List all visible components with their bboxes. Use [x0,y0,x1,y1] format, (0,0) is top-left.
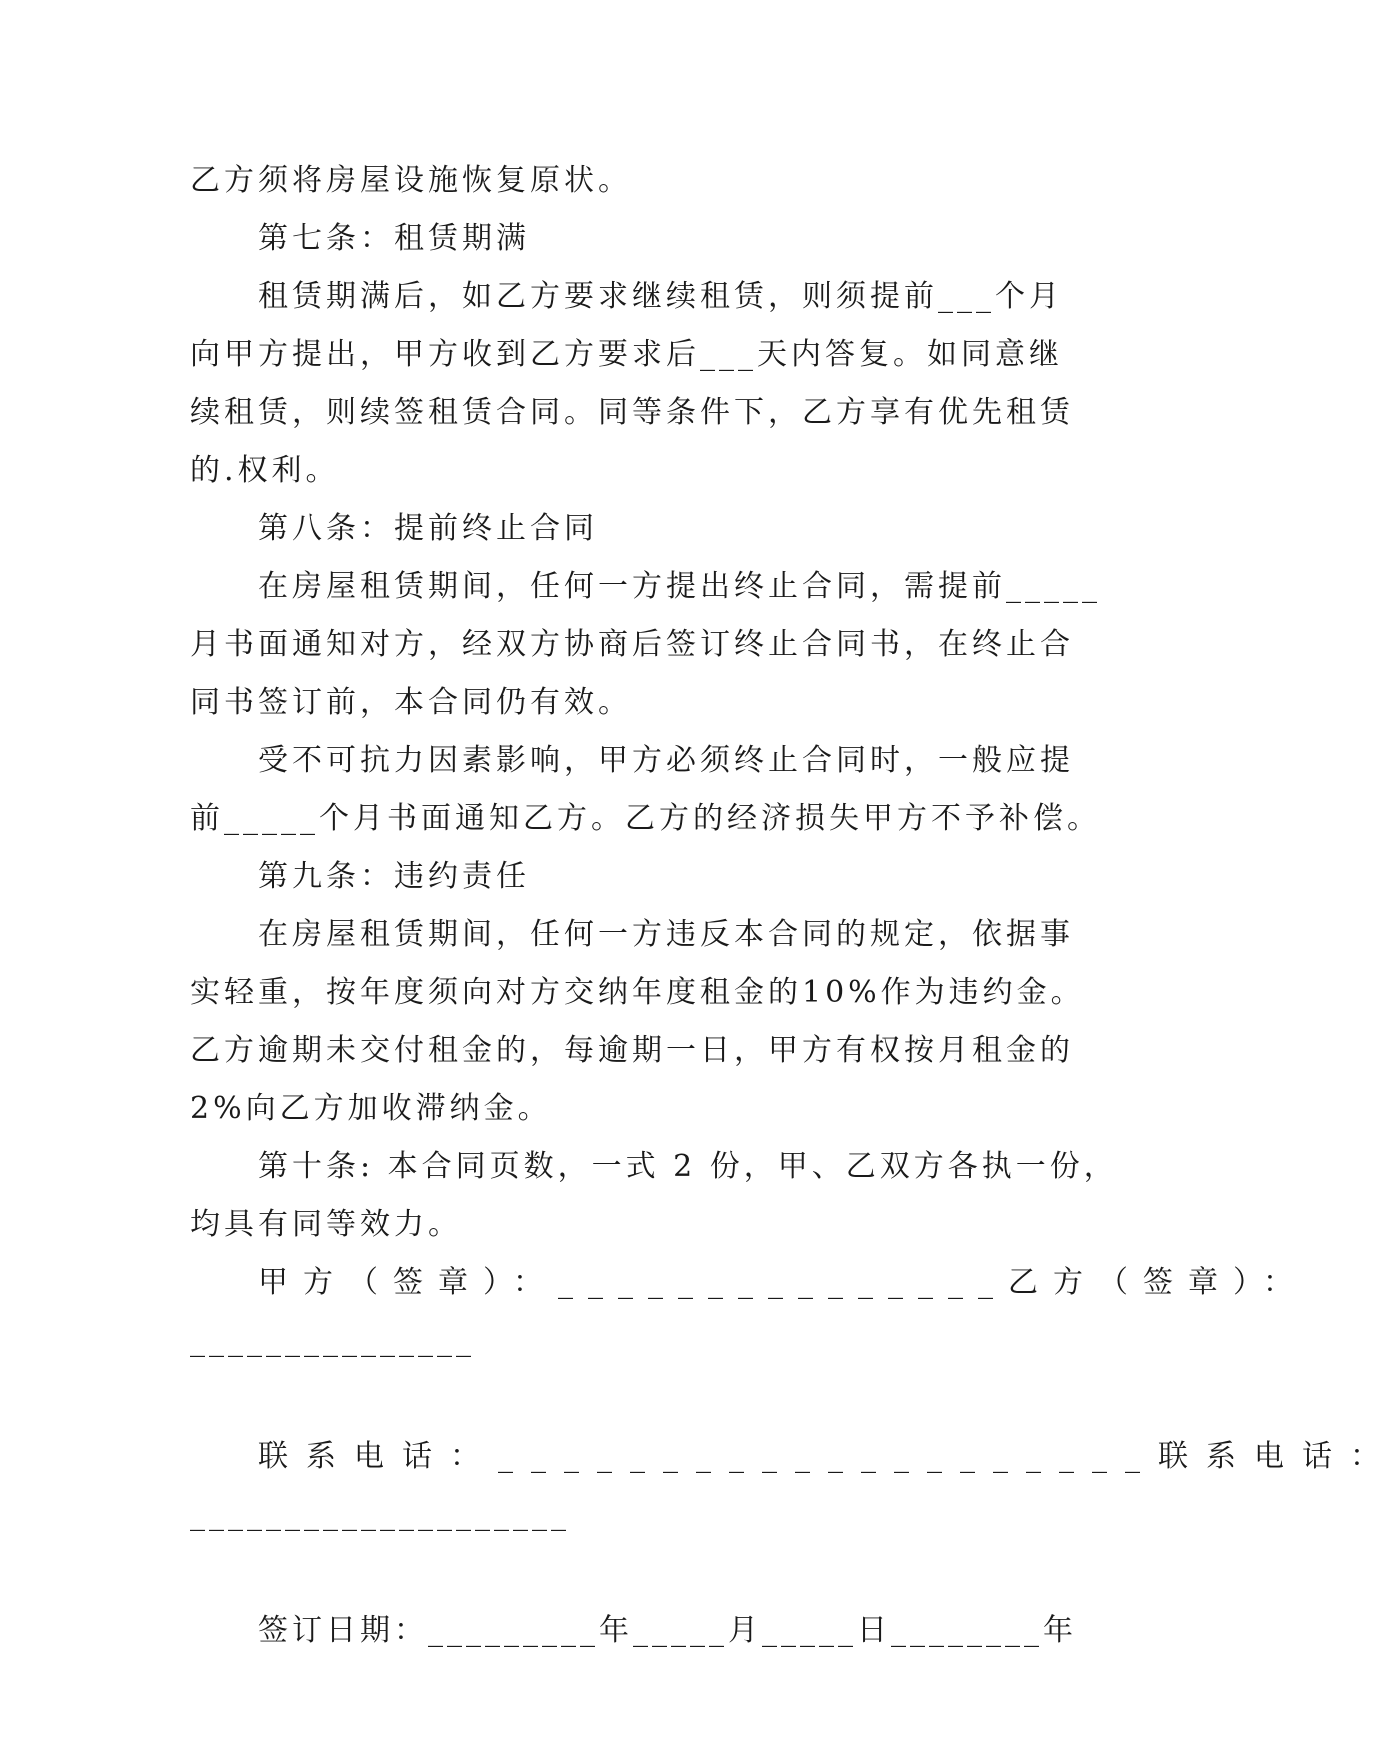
paragraph-line: 2%向乙方加收滞纳金。 [190,1091,552,1126]
sign-date-line: 签订日期：_________年_____月_____日________年 [258,1613,1077,1648]
paragraph-line: 租赁期满后，如乙方要求继续租赁，则须提前___个月 [258,279,1063,314]
contract-body [190,152,1398,1660]
paragraph-line: 的.权利。 [190,453,340,488]
paragraph-line: 在房屋租赁期间，任何一方提出终止合同，需提前_____ [258,569,1101,604]
paragraph-line: 第八条：提前终止合同 [258,511,598,546]
paragraph-line: 均具有同等效力。 [190,1207,462,1242]
spacer [190,1370,1060,1428]
paragraph-line: 在房屋租赁期间，任何一方违反本合同的规定，依据事 [258,917,1074,952]
paragraph-line: 向甲方提出，甲方收到乙方要求后___天内答复。如同意继 [190,337,1063,372]
party-signature-continuation: _______________ [190,1323,475,1358]
paragraph-line: 第九条：违约责任 [258,859,530,894]
paragraph-line: 受不可抗力因素影响，甲方必须终止合同时，一般应提 [258,743,1074,778]
party-signature-line: 甲方（签章）：_______________乙方（签章）： [258,1265,1308,1300]
paragraph-line: 实轻重，按年度须向对方交纳年度租金的10%作为违约金。 [190,975,1085,1010]
paragraph-line: 第十条: 本合同页数，一式 2 份，甲、乙双方各执一份， [258,1149,1118,1184]
body-lines [190,152,1118,1254]
spacer [190,1544,1060,1602]
paragraph-line: 同书签订前，本合同仍有效。 [190,685,632,720]
paragraph-line: 续租赁，则续签租赁合同。同等条件下，乙方享有优先租赁 [190,395,1074,430]
phone-continuation: ____________________ [190,1497,570,1532]
paragraph-line: 第七条：租赁期满 [258,221,530,256]
phone-line: 联系电话：____________________联系电话： [258,1439,1398,1474]
paragraph-line: 前_____个月书面通知乙方。乙方的经济损失甲方不予补偿。 [190,801,1101,836]
paragraph-line: 月书面通知对方，经双方协商后签订终止合同书，在终止合 [190,627,1074,662]
paragraph-line: 乙方须将房屋设施恢复原状。 [190,163,632,198]
paragraph-line: 乙方逾期未交付租金的，每逾期一日，甲方有权按月租金的 [190,1033,1074,1068]
